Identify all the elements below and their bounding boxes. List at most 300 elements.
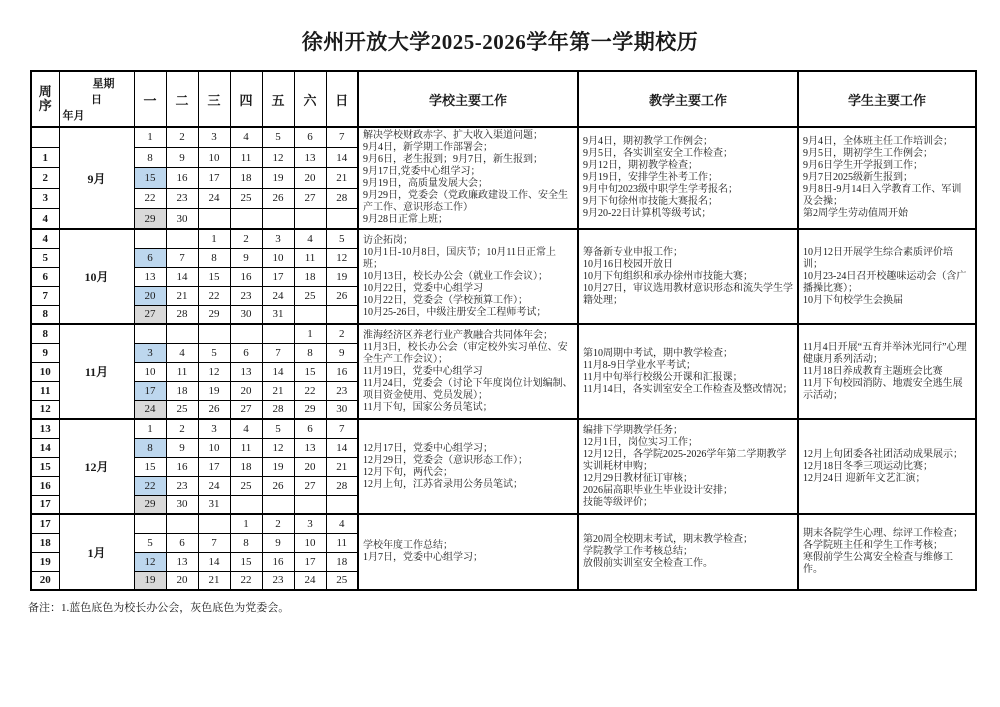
teaching-work-cell bbox=[578, 324, 798, 419]
work-line: 9月6日，老生报到；9月7日，新生报到； bbox=[363, 154, 543, 165]
day-cell: 16 bbox=[166, 168, 198, 188]
work-line: 9月7日2025级新生报到； bbox=[803, 172, 913, 183]
day-cell bbox=[198, 514, 230, 533]
day-cell: 16 bbox=[262, 552, 294, 571]
day-cell: 15 bbox=[134, 168, 166, 188]
work-line: 12月24日 迎新年文艺汇演； bbox=[803, 472, 926, 484]
work-line: 11月下旬校园消防、地震安全逃生展示活动； bbox=[803, 377, 963, 401]
day-cell: 23 bbox=[230, 286, 262, 305]
day-cell: 30 bbox=[230, 305, 262, 324]
day-cell: 17 bbox=[134, 381, 166, 400]
day-cell bbox=[294, 495, 326, 514]
week-number-cell: 4 bbox=[31, 229, 59, 248]
calendar-row bbox=[31, 419, 976, 438]
day-header-wed: 三 bbox=[198, 71, 230, 127]
day-cell: 12 bbox=[262, 438, 294, 457]
day-cell: 8 bbox=[294, 343, 326, 362]
work-line: 技能等级评价； bbox=[583, 496, 653, 508]
day-cell: 16 bbox=[326, 362, 358, 381]
day-cell: 2 bbox=[230, 229, 262, 248]
day-cell: 1 bbox=[230, 514, 262, 533]
work-line: 12月29日，党委会（意识形态工作）； bbox=[363, 454, 528, 466]
work-line: 9月20-22日计算机等级考试； bbox=[583, 208, 712, 219]
day-cell: 20 bbox=[294, 457, 326, 476]
day-cell: 30 bbox=[326, 400, 358, 419]
week-number-cell bbox=[31, 127, 59, 147]
work-line: 9月下旬徐州市技能大赛报名； bbox=[583, 196, 718, 207]
day-cell: 3 bbox=[198, 419, 230, 438]
calendar-table-wrap bbox=[30, 70, 975, 591]
day-cell: 5 bbox=[134, 533, 166, 552]
day-cell: 15 bbox=[134, 457, 166, 476]
work-line: 10月12日开展学生综合素质评价培训； bbox=[803, 246, 953, 270]
day-cell: 6 bbox=[166, 533, 198, 552]
day-cell: 3 bbox=[134, 343, 166, 362]
day-cell: 18 bbox=[326, 552, 358, 571]
day-cell: 18 bbox=[230, 457, 262, 476]
work-line: 9月19日，高质量发展大会； bbox=[363, 178, 488, 189]
day-cell: 17 bbox=[198, 457, 230, 476]
day-cell: 25 bbox=[326, 571, 358, 590]
calendar-row bbox=[31, 127, 976, 147]
teaching-work-cell bbox=[578, 127, 798, 229]
day-cell bbox=[230, 209, 262, 229]
day-cell: 8 bbox=[230, 533, 262, 552]
work-line: 淮海经济区养老行业产教融合共同体年会； bbox=[363, 329, 553, 341]
corner-header bbox=[59, 71, 134, 127]
work-line: 9月8日-9月14日入学教育工作、军训及会操； bbox=[803, 184, 962, 207]
day-cell: 17 bbox=[294, 552, 326, 571]
day-cell: 10 bbox=[134, 362, 166, 381]
day-cell: 5 bbox=[262, 127, 294, 147]
day-cell: 28 bbox=[326, 188, 358, 208]
day-cell: 1 bbox=[134, 127, 166, 147]
day-cell: 4 bbox=[294, 229, 326, 248]
day-cell: 14 bbox=[166, 267, 198, 286]
week-number-cell: 15 bbox=[31, 457, 59, 476]
day-cell: 30 bbox=[166, 495, 198, 514]
day-cell: 16 bbox=[230, 267, 262, 286]
day-header-sat: 六 bbox=[294, 71, 326, 127]
corner-yearmonth-label: 年月 bbox=[62, 110, 85, 122]
work-line: 第2周学生劳动值周开始 bbox=[803, 208, 908, 219]
week-number-cell: 13 bbox=[31, 419, 59, 438]
week-number-cell: 10 bbox=[31, 362, 59, 381]
work-line: 12月12日，各学院2025-2026学年第二学期教学实训耗材申购； bbox=[583, 448, 787, 472]
day-cell: 11 bbox=[230, 147, 262, 167]
work-line: 11月19日，党委中心组学习 bbox=[363, 365, 483, 377]
work-line: 12月18日冬季三项运动比赛； bbox=[803, 460, 933, 472]
week-number-cell: 18 bbox=[31, 533, 59, 552]
day-cell: 6 bbox=[134, 248, 166, 267]
day-cell: 14 bbox=[198, 552, 230, 571]
student-work-cell bbox=[798, 514, 976, 590]
day-cell: 15 bbox=[198, 267, 230, 286]
work-line: 11月3日，校长办公会（审定校外实习单位、安全生产工作会议）； bbox=[363, 341, 568, 365]
teaching-work-cell bbox=[578, 419, 798, 514]
student-work-cell bbox=[798, 324, 976, 419]
day-cell bbox=[326, 209, 358, 229]
work-line: 10月16日校园开放日 bbox=[583, 258, 673, 270]
calendar-row bbox=[31, 514, 976, 533]
day-cell: 4 bbox=[166, 343, 198, 362]
student-work-cell bbox=[798, 229, 976, 324]
day-cell: 18 bbox=[294, 267, 326, 286]
work-line: 解决学校财政赤字、扩大收入渠道问题； bbox=[363, 130, 543, 141]
work-line: 11月4日开展“五育并举沐光同行”心理健康月系列活动； bbox=[803, 341, 967, 365]
day-cell: 27 bbox=[294, 476, 326, 495]
day-header-sun: 日 bbox=[326, 71, 358, 127]
day-cell: 22 bbox=[294, 381, 326, 400]
week-number-cell: 8 bbox=[31, 324, 59, 343]
work-line: 访企拓岗； bbox=[363, 234, 413, 246]
day-cell: 1 bbox=[134, 419, 166, 438]
week-column-header-char1: 周 bbox=[38, 84, 52, 99]
work-line: 10月22日，党委中心组学习 bbox=[363, 282, 483, 294]
week-number-cell: 17 bbox=[31, 495, 59, 514]
day-cell: 28 bbox=[166, 305, 198, 324]
work-line: 9月4日，期初教学工作例会； bbox=[583, 136, 713, 147]
school-work-cell bbox=[358, 229, 578, 324]
work-line: 9月28日正常上班； bbox=[363, 214, 448, 225]
week-number-cell: 11 bbox=[31, 381, 59, 400]
day-cell: 22 bbox=[134, 476, 166, 495]
work-line: 编排下学期教学任务； bbox=[583, 424, 683, 436]
week-number-cell: 8 bbox=[31, 305, 59, 324]
work-line: 10月13日，校长办公会（就业工作会议）； bbox=[363, 270, 548, 282]
work-line: 9月4日，新学期工作部署会； bbox=[363, 142, 493, 153]
day-cell: 14 bbox=[326, 438, 358, 457]
work-line: 9月19日，安排学生补考工作； bbox=[583, 172, 718, 183]
work-line: 11月14日，各实训室安全工作检查及整改情况； bbox=[583, 383, 793, 395]
day-cell: 15 bbox=[230, 552, 262, 571]
work-line: 第10周期中考试，期中教学检查； bbox=[583, 347, 733, 359]
day-cell: 9 bbox=[262, 533, 294, 552]
day-cell: 7 bbox=[166, 248, 198, 267]
day-cell: 14 bbox=[326, 147, 358, 167]
day-cell: 19 bbox=[326, 267, 358, 286]
week-number-cell: 12 bbox=[31, 400, 59, 419]
day-cell: 26 bbox=[198, 400, 230, 419]
day-cell: 10 bbox=[262, 248, 294, 267]
day-cell: 13 bbox=[230, 362, 262, 381]
school-work-header: 学校主要工作 bbox=[358, 71, 578, 127]
day-cell: 20 bbox=[230, 381, 262, 400]
day-cell: 11 bbox=[326, 533, 358, 552]
day-cell: 6 bbox=[230, 343, 262, 362]
day-cell: 12 bbox=[134, 552, 166, 571]
day-cell: 19 bbox=[198, 381, 230, 400]
day-header-thu: 四 bbox=[230, 71, 262, 127]
day-cell: 24 bbox=[134, 400, 166, 419]
week-number-cell: 17 bbox=[31, 514, 59, 533]
student-work-header: 学生主要工作 bbox=[798, 71, 976, 127]
day-cell: 5 bbox=[262, 419, 294, 438]
day-cell: 22 bbox=[134, 188, 166, 208]
day-cell bbox=[134, 514, 166, 533]
corner-weekday-label: 星期 bbox=[92, 78, 115, 90]
day-cell: 8 bbox=[134, 147, 166, 167]
week-number-cell: 5 bbox=[31, 248, 59, 267]
day-cell: 13 bbox=[294, 147, 326, 167]
day-cell: 9 bbox=[230, 248, 262, 267]
week-column-header bbox=[31, 71, 59, 127]
day-cell: 3 bbox=[198, 127, 230, 147]
week-number-cell: 6 bbox=[31, 267, 59, 286]
day-cell: 12 bbox=[198, 362, 230, 381]
day-cell: 27 bbox=[294, 188, 326, 208]
month-label-cell: 1月 bbox=[59, 514, 134, 590]
day-cell: 10 bbox=[198, 438, 230, 457]
teaching-work-cell bbox=[578, 514, 798, 590]
footnote: 备注：1.蓝色底色为校长办公会，灰色底色为党委会。 bbox=[28, 602, 290, 614]
day-cell: 13 bbox=[166, 552, 198, 571]
week-number-cell: 14 bbox=[31, 438, 59, 457]
day-cell: 2 bbox=[166, 127, 198, 147]
week-column-header-char2: 序 bbox=[38, 98, 52, 113]
work-line: 12月17日，党委中心组学习； bbox=[363, 442, 493, 454]
school-work-cell bbox=[358, 127, 578, 229]
student-work-cell bbox=[798, 419, 976, 514]
day-cell: 19 bbox=[262, 168, 294, 188]
day-cell: 20 bbox=[294, 168, 326, 188]
day-cell: 4 bbox=[230, 419, 262, 438]
day-cell bbox=[198, 324, 230, 343]
day-cell: 18 bbox=[230, 168, 262, 188]
school-work-cell bbox=[358, 514, 578, 590]
day-cell: 29 bbox=[198, 305, 230, 324]
work-line: 寒假前学生公寓安全检查与维修工作。 bbox=[803, 552, 953, 575]
day-cell: 19 bbox=[262, 457, 294, 476]
teaching-work-header: 教学主要工作 bbox=[578, 71, 798, 127]
day-cell: 13 bbox=[294, 438, 326, 457]
day-cell: 17 bbox=[198, 168, 230, 188]
day-cell: 29 bbox=[134, 209, 166, 229]
day-cell bbox=[326, 495, 358, 514]
day-cell: 14 bbox=[262, 362, 294, 381]
work-line: 各学院班主任和学生工作考核； bbox=[803, 540, 943, 551]
month-label-cell: 9月 bbox=[59, 127, 134, 229]
day-cell: 24 bbox=[294, 571, 326, 590]
day-cell: 21 bbox=[166, 286, 198, 305]
day-cell: 26 bbox=[326, 286, 358, 305]
day-cell: 22 bbox=[198, 286, 230, 305]
day-cell bbox=[166, 229, 198, 248]
day-cell: 22 bbox=[230, 571, 262, 590]
day-cell bbox=[326, 305, 358, 324]
week-number-cell: 4 bbox=[31, 209, 59, 229]
work-line: 12月上旬，江苏省录用公务员笔试； bbox=[363, 478, 523, 490]
day-cell: 20 bbox=[166, 571, 198, 590]
header-row bbox=[31, 71, 976, 127]
day-cell: 26 bbox=[262, 476, 294, 495]
week-number-cell: 9 bbox=[31, 343, 59, 362]
month-label-cell: 12月 bbox=[59, 419, 134, 514]
day-cell: 31 bbox=[262, 305, 294, 324]
day-cell: 24 bbox=[198, 476, 230, 495]
work-line: 学院教学工作考核总结； bbox=[583, 546, 693, 557]
work-line: 9月中旬2023级中职学生学考报名； bbox=[583, 184, 738, 195]
work-line: 2026届高职毕业生毕业设计安排； bbox=[583, 484, 733, 496]
work-line: 10月23-24日召开校趣味运动会（含广播操比赛）； bbox=[803, 270, 967, 294]
day-cell: 9 bbox=[166, 147, 198, 167]
work-line: 11月中旬举行校级公开课和汇报课； bbox=[583, 371, 743, 383]
work-line: 9月4日，全体班主任工作培训会； bbox=[803, 136, 953, 147]
work-line: 放假前实训室安全检查工作。 bbox=[583, 558, 713, 569]
day-cell: 2 bbox=[262, 514, 294, 533]
week-number-cell: 19 bbox=[31, 552, 59, 571]
work-line: 1月7日，党委中心组学习； bbox=[363, 552, 483, 563]
work-line: 12月上旬团委各社团活动成果展示； bbox=[803, 448, 963, 460]
day-cell: 7 bbox=[198, 533, 230, 552]
day-cell: 12 bbox=[262, 147, 294, 167]
week-number-cell: 3 bbox=[31, 188, 59, 208]
day-cell: 17 bbox=[262, 267, 294, 286]
work-line: 9月29日，党委会（党政廉政建设工作、安全生产工作、意识形态工作） bbox=[363, 190, 568, 213]
work-line: 9月6日学生开学报到工作； bbox=[803, 160, 923, 171]
day-cell: 1 bbox=[294, 324, 326, 343]
work-line: 10月下旬组织和承办徐州市技能大赛； bbox=[583, 270, 753, 282]
day-cell: 8 bbox=[134, 438, 166, 457]
day-cell: 13 bbox=[134, 267, 166, 286]
calendar-body bbox=[31, 127, 976, 590]
day-cell: 23 bbox=[166, 188, 198, 208]
school-work-cell bbox=[358, 419, 578, 514]
corner-day-label: 日 bbox=[91, 94, 102, 106]
day-cell: 30 bbox=[166, 209, 198, 229]
day-header-fri: 五 bbox=[262, 71, 294, 127]
day-cell: 9 bbox=[166, 438, 198, 457]
day-cell bbox=[134, 324, 166, 343]
day-cell bbox=[262, 209, 294, 229]
work-line: 10月27日，审议选用教材意识形态和流失学生学籍处理； bbox=[583, 282, 793, 306]
student-work-cell bbox=[798, 127, 976, 229]
day-cell: 20 bbox=[134, 286, 166, 305]
day-cell: 15 bbox=[294, 362, 326, 381]
day-cell: 23 bbox=[326, 381, 358, 400]
week-number-cell: 7 bbox=[31, 286, 59, 305]
day-cell: 11 bbox=[230, 438, 262, 457]
day-cell: 2 bbox=[326, 324, 358, 343]
work-line: 9月5日，各实训室安全工作检查； bbox=[583, 148, 733, 159]
day-cell: 9 bbox=[326, 343, 358, 362]
day-cell bbox=[166, 514, 198, 533]
day-cell: 7 bbox=[262, 343, 294, 362]
day-cell bbox=[230, 495, 262, 514]
work-line: 10月25-26日，中级注册安全工程师考试； bbox=[363, 306, 547, 318]
day-cell: 24 bbox=[262, 286, 294, 305]
day-cell: 29 bbox=[134, 495, 166, 514]
work-line: 9月5日，期初学生工作例会； bbox=[803, 148, 933, 159]
page-title: 徐州开放大学2025-2026学年第一学期校历 bbox=[301, 30, 699, 54]
day-cell: 23 bbox=[166, 476, 198, 495]
day-cell: 7 bbox=[326, 127, 358, 147]
day-cell bbox=[262, 324, 294, 343]
day-cell: 2 bbox=[166, 419, 198, 438]
day-cell bbox=[198, 209, 230, 229]
month-label-cell: 10月 bbox=[59, 229, 134, 324]
day-cell: 25 bbox=[166, 400, 198, 419]
work-line: 12月下旬，两代会； bbox=[363, 466, 453, 478]
work-line: 11月24日，党委会（讨论下年度岗位计划编制、项目资金使用、党员发展）； bbox=[363, 377, 573, 401]
work-line: 第20周全校期末考试，期末教学检查； bbox=[583, 534, 753, 545]
work-line: 11月8-9日学业水平考试； bbox=[583, 359, 696, 371]
day-cell: 10 bbox=[294, 533, 326, 552]
day-cell: 19 bbox=[134, 571, 166, 590]
work-line: 12月1日，岗位实习工作； bbox=[583, 436, 698, 448]
week-number-cell: 2 bbox=[31, 168, 59, 188]
day-cell: 12 bbox=[326, 248, 358, 267]
day-cell: 21 bbox=[262, 381, 294, 400]
day-cell bbox=[294, 209, 326, 229]
work-line: 11月18日养成教育主题班会比赛 bbox=[803, 365, 943, 377]
day-header-tue: 二 bbox=[166, 71, 198, 127]
day-cell: 11 bbox=[166, 362, 198, 381]
week-number-cell: 20 bbox=[31, 571, 59, 590]
day-cell bbox=[294, 305, 326, 324]
day-cell: 5 bbox=[198, 343, 230, 362]
day-cell: 5 bbox=[326, 229, 358, 248]
day-cell: 6 bbox=[294, 127, 326, 147]
day-cell: 26 bbox=[262, 188, 294, 208]
day-cell: 27 bbox=[230, 400, 262, 419]
day-cell: 3 bbox=[294, 514, 326, 533]
day-cell: 6 bbox=[294, 419, 326, 438]
work-line: 10月下旬校学生会换届 bbox=[803, 294, 903, 306]
work-line: 10月22日，党委会（学校预算工作）； bbox=[363, 294, 528, 306]
day-cell: 16 bbox=[166, 457, 198, 476]
day-cell: 31 bbox=[198, 495, 230, 514]
day-cell bbox=[134, 229, 166, 248]
work-line: 期末各院学生心理、综评工作检查； bbox=[803, 528, 963, 539]
day-cell: 3 bbox=[262, 229, 294, 248]
day-cell: 18 bbox=[166, 381, 198, 400]
day-cell: 4 bbox=[230, 127, 262, 147]
calendar-row bbox=[31, 324, 976, 343]
day-cell: 29 bbox=[294, 400, 326, 419]
work-line: 9月17日,党委中心组学习； bbox=[363, 166, 481, 177]
day-cell bbox=[230, 324, 262, 343]
work-line: 9月12日，期初教学检查； bbox=[583, 160, 698, 171]
day-cell: 27 bbox=[134, 305, 166, 324]
day-cell: 25 bbox=[230, 476, 262, 495]
teaching-work-cell bbox=[578, 229, 798, 324]
day-cell: 28 bbox=[262, 400, 294, 419]
school-work-cell bbox=[358, 324, 578, 419]
day-cell: 21 bbox=[326, 457, 358, 476]
week-number-cell: 16 bbox=[31, 476, 59, 495]
calendar-table bbox=[30, 70, 977, 591]
work-line: 学校年度工作总结； bbox=[363, 540, 453, 551]
day-cell: 4 bbox=[326, 514, 358, 533]
day-cell: 25 bbox=[294, 286, 326, 305]
work-line: 筹备新专业申报工作； bbox=[583, 246, 683, 258]
day-cell: 25 bbox=[230, 188, 262, 208]
work-line: 10月1日-10月8日，国庆节；10月11日正常上班； bbox=[363, 246, 556, 270]
day-cell: 1 bbox=[198, 229, 230, 248]
day-cell: 7 bbox=[326, 419, 358, 438]
day-cell: 8 bbox=[198, 248, 230, 267]
day-cell: 23 bbox=[262, 571, 294, 590]
day-cell: 21 bbox=[326, 168, 358, 188]
calendar-row bbox=[31, 229, 976, 248]
work-line: 11月下旬，国家公务员笔试； bbox=[363, 401, 493, 413]
day-cell: 21 bbox=[198, 571, 230, 590]
day-header-mon: 一 bbox=[134, 71, 166, 127]
week-number-cell: 1 bbox=[31, 147, 59, 167]
day-cell: 24 bbox=[198, 188, 230, 208]
day-cell: 28 bbox=[326, 476, 358, 495]
